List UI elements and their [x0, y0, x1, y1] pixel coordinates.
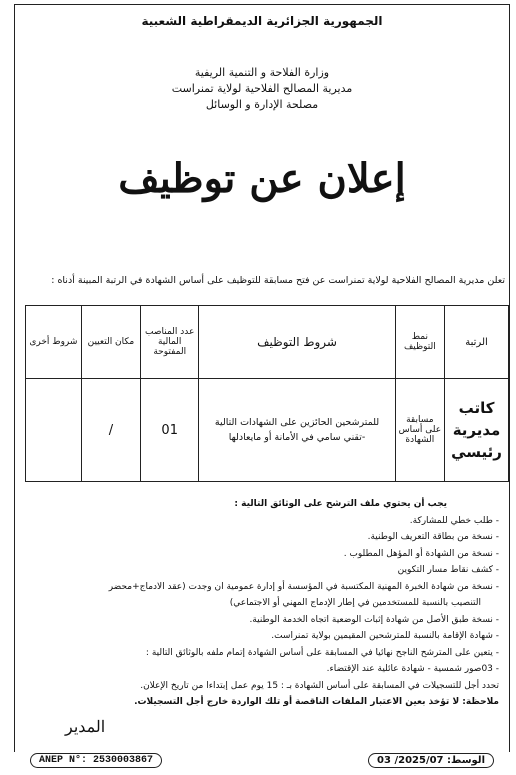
document-item: التنصيب بالنسبة للمستخدمين في إطار الإدماج المهني أو الاجتماعي) — [229, 598, 481, 608]
header-other: شروط أخرى — [26, 306, 82, 379]
announcement-page — [14, 4, 510, 752]
cell-conditions — [199, 379, 395, 482]
document-item: - طلب خطي للمشاركة. — [409, 515, 499, 526]
document-item: - نسخة من شهادة الخبرة المهنية المكتسبة في المؤسسة أو إدارة عمومية ان وجدت (عقد الادماج+محضر — [108, 581, 499, 592]
cell-positions: 01 — [141, 379, 199, 482]
cell-rank: كاتب مديرية رئيسي — [445, 379, 509, 482]
cell-mode: مسابقة على أساس الشهادة — [395, 379, 444, 482]
cell-other — [26, 379, 82, 482]
document-item: - 03صور شمسية - شهادة عائلية عند الإقتضاء. — [326, 664, 499, 674]
conditions-line-1: للمترشحين الحائزين على الشهادات التالية — [214, 417, 380, 428]
ministry-line: وزارة الفلاحة و التنمية الريفية — [194, 66, 330, 79]
recruitment-table — [25, 305, 509, 482]
header-place: مكان التعيين — [81, 306, 140, 379]
document-item: - نسخة من الشهادة أو المؤهل المطلوب . — [343, 548, 499, 559]
table-header-row — [26, 306, 509, 379]
header-mode: نمط التوظيف — [395, 306, 444, 379]
publication-date: الوسط: 2025/07/ 03 — [368, 753, 494, 768]
directorate-line: مديرية المصالح الفلاحية لولاية تمنراست — [171, 82, 353, 95]
announcement-title: إعلان عن توظيف — [118, 155, 406, 202]
required-documents — [25, 496, 499, 711]
conditions-line-2: -تقني سامي في الأمانة أو مايعادلها — [228, 432, 366, 443]
document-item: - نسخة طبق الأصل من شهادة إثبات الوضعية اتجاه الخدمة الوطنية. — [249, 614, 499, 625]
date-value: 2025/07/ 03 — [377, 755, 444, 766]
header-rank: الرتبة — [445, 306, 509, 379]
director-signature: المدير — [65, 717, 106, 736]
document-item: - شهادة الإقامة بالنسبة للمترشحين المقيمين بولاية تمنراست. — [271, 631, 499, 641]
republic-header: الجمهورية الجزائرية الديمقراطية الشعبية — [141, 14, 383, 28]
service-line: مصلحة الإدارة و الوسائل — [205, 98, 319, 111]
document-item: - كشف نقاط مسار التكوين — [397, 565, 499, 575]
table-row — [26, 379, 509, 482]
cell-place: / — [81, 379, 140, 482]
document-item: - نسخة من بطاقة التعريف الوطنية. — [367, 532, 499, 542]
footer — [14, 752, 510, 772]
newspaper-name: الوسط — [451, 755, 485, 766]
header-conditions: شروط التوظيف — [199, 306, 395, 379]
deadline-note: تحدد أجل للتسجيلات في المسابقة على أساس الشهادة بـ : 15 يوم عمل إبتداءا من تاريخ الإعلان. — [140, 680, 499, 691]
remark-note: ملاحظة: لا تؤخذ بعين الاعتبار الملفات الناقصة أو تلك الواردة خارج أجل التسجيلات. — [134, 697, 499, 707]
documents-lead: يجب أن يحتوي ملف الترشح على الوثائق التالية : — [234, 499, 447, 509]
header-positions: عدد المناصب المالية المفتوحة — [141, 306, 199, 379]
intro-paragraph: تعلن مديرية المصالح الفلاحية لولاية تمنراست عن فتح مسابقة للتوظيف على أساس الشهادة في الرتبة المبينة أدناه : — [51, 275, 505, 286]
document-item: - يتعين على المترشح الناجح نهائيا في المسابقة على أساس الشهادة إتمام ملفه بالوثائق التالية : — [145, 647, 499, 658]
anep-number: ANEP N°: 2530003867 — [30, 753, 162, 768]
